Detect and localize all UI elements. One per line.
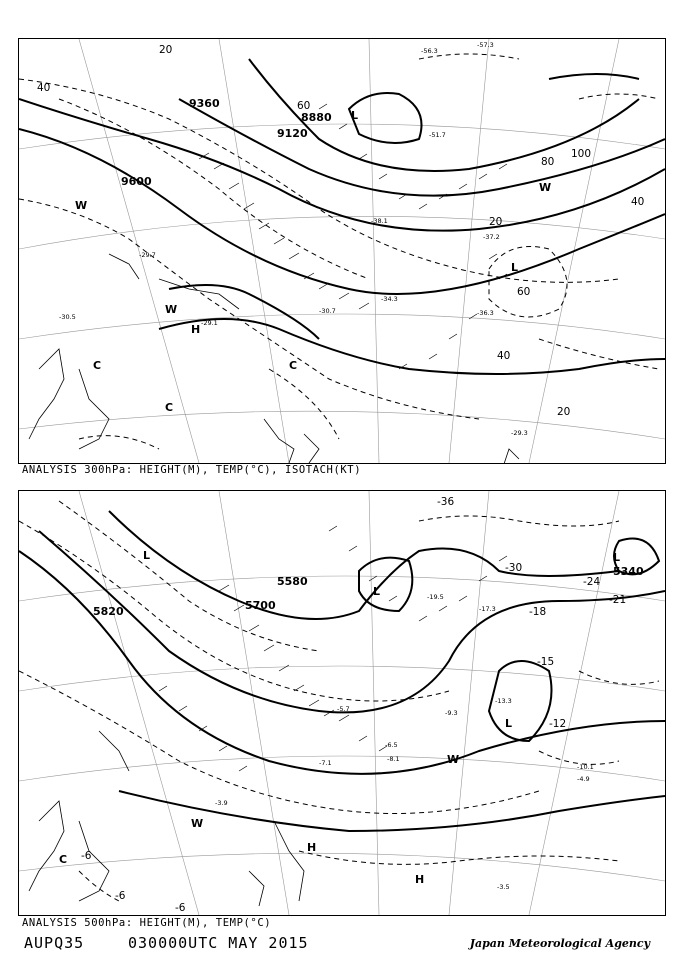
temp-label: -30.5: [59, 313, 76, 321]
temp-label: -29.3: [511, 429, 528, 437]
height-label-5820: 5820: [93, 605, 124, 618]
low-pressure-symbol: L: [613, 551, 621, 564]
isotherm-label: -24: [583, 576, 601, 588]
cold-symbol: C: [165, 401, 174, 414]
temp-label: -56.3: [421, 47, 438, 55]
isotherm-label: -15: [537, 656, 555, 668]
temp-label: -10.1: [577, 763, 594, 771]
high-pressure-symbol: H: [307, 841, 317, 854]
warm-symbol: W: [75, 199, 88, 212]
isotherm-label: -6: [175, 902, 186, 914]
isotach-label: 40: [631, 196, 645, 208]
temp-label: -8.1: [387, 755, 400, 763]
height-label-5340: 5340: [613, 565, 644, 578]
height-label-5580: 5580: [277, 575, 308, 588]
low-pressure-symbol: L: [505, 717, 513, 730]
temp-label: -34.3: [381, 295, 398, 303]
low-pressure-symbol: L: [143, 549, 151, 562]
height-contours: [19, 511, 665, 831]
warm-symbol: W: [191, 817, 204, 830]
temp-label: -29.7: [139, 251, 156, 259]
warm-symbol: W: [165, 303, 178, 316]
temp-label: -9.3: [445, 709, 458, 717]
temp-label: -51.7: [429, 131, 446, 139]
high-pressure-symbol: H: [191, 323, 201, 336]
temp-label: -38.1: [371, 217, 388, 225]
height-label-9120: 9120: [277, 127, 308, 140]
isotach-label: 20: [557, 406, 571, 418]
map-300hpa-svg: [19, 39, 665, 463]
low-pressure-symbol: L: [511, 261, 519, 274]
isotherm-contours: [19, 54, 659, 449]
isotach-label: 60: [517, 286, 531, 298]
cold-symbol: C: [289, 359, 298, 372]
wind-barbs: [199, 104, 507, 369]
isotach-label: 20: [159, 44, 173, 56]
agency-name: Japan Meteorological Agency: [469, 937, 650, 950]
chart-code: AUPQ35: [24, 934, 85, 952]
temp-label: -3.5: [497, 883, 510, 891]
temp-label: -3.9: [215, 799, 228, 807]
isotach-label: 40: [37, 82, 51, 94]
map-500hpa-svg: [19, 491, 665, 915]
isotach-label: 100: [571, 148, 592, 160]
temp-label: -30.7: [319, 307, 336, 315]
temp-label: -19.5: [427, 593, 444, 601]
high-pressure-symbol: H: [415, 873, 425, 886]
height-label-5700: 5700: [245, 599, 276, 612]
isotach-label: 40: [497, 350, 511, 362]
low-pressure-symbol: L: [373, 585, 381, 598]
caption-500hpa: ANALYSIS 500hPa: HEIGHT(M), TEMP(°C): [22, 917, 272, 929]
isotherm-label: -21: [609, 594, 627, 606]
map-panel-300hpa: [18, 38, 666, 464]
isotherm-label: -30: [505, 562, 523, 574]
temp-label: -5.7: [337, 705, 350, 713]
temp-label: -29.1: [201, 319, 218, 327]
height-label-8880: 8880: [301, 111, 332, 124]
coastline: [29, 254, 519, 463]
warm-symbol: W: [447, 753, 460, 766]
isotherm-label: -36: [437, 496, 455, 508]
isotherm-label: -12: [549, 718, 567, 730]
isotach-label: 80: [541, 156, 555, 168]
graticule: [19, 491, 665, 915]
map-panel-500hpa: [18, 490, 666, 916]
warm-symbol: W: [539, 181, 552, 194]
cold-symbol: C: [59, 853, 68, 866]
temp-label: -6.5: [385, 741, 398, 749]
temp-label: -37.2: [483, 233, 500, 241]
temp-label: -57.3: [477, 41, 494, 49]
temp-label: -13.3: [495, 697, 512, 705]
caption-300hpa: ANALYSIS 300hPa: HEIGHT(M), TEMP(°C), ISOTACH(KT): [22, 464, 362, 476]
temp-label: -7.1: [319, 759, 332, 767]
graticule: [19, 39, 665, 463]
isotherm-label: -6: [81, 850, 92, 862]
height-label-9360: 9360: [189, 97, 220, 110]
isotach-label: 20: [489, 216, 503, 228]
temp-label: -4.9: [577, 775, 590, 783]
isotach-label: 60: [297, 100, 311, 112]
isotherm-label: -6: [115, 890, 126, 902]
height-label-9600: 9600: [121, 175, 152, 188]
temp-label: -36.3: [477, 309, 494, 317]
isotherm-contours: [19, 501, 659, 901]
temp-label: -17.3: [479, 605, 496, 613]
analysis-time: 030000UTC MAY 2015: [128, 934, 309, 952]
low-pressure-symbol: L: [351, 109, 359, 122]
height-contours: [19, 59, 665, 374]
cold-symbol: C: [93, 359, 102, 372]
isotherm-label: -18: [529, 606, 547, 618]
